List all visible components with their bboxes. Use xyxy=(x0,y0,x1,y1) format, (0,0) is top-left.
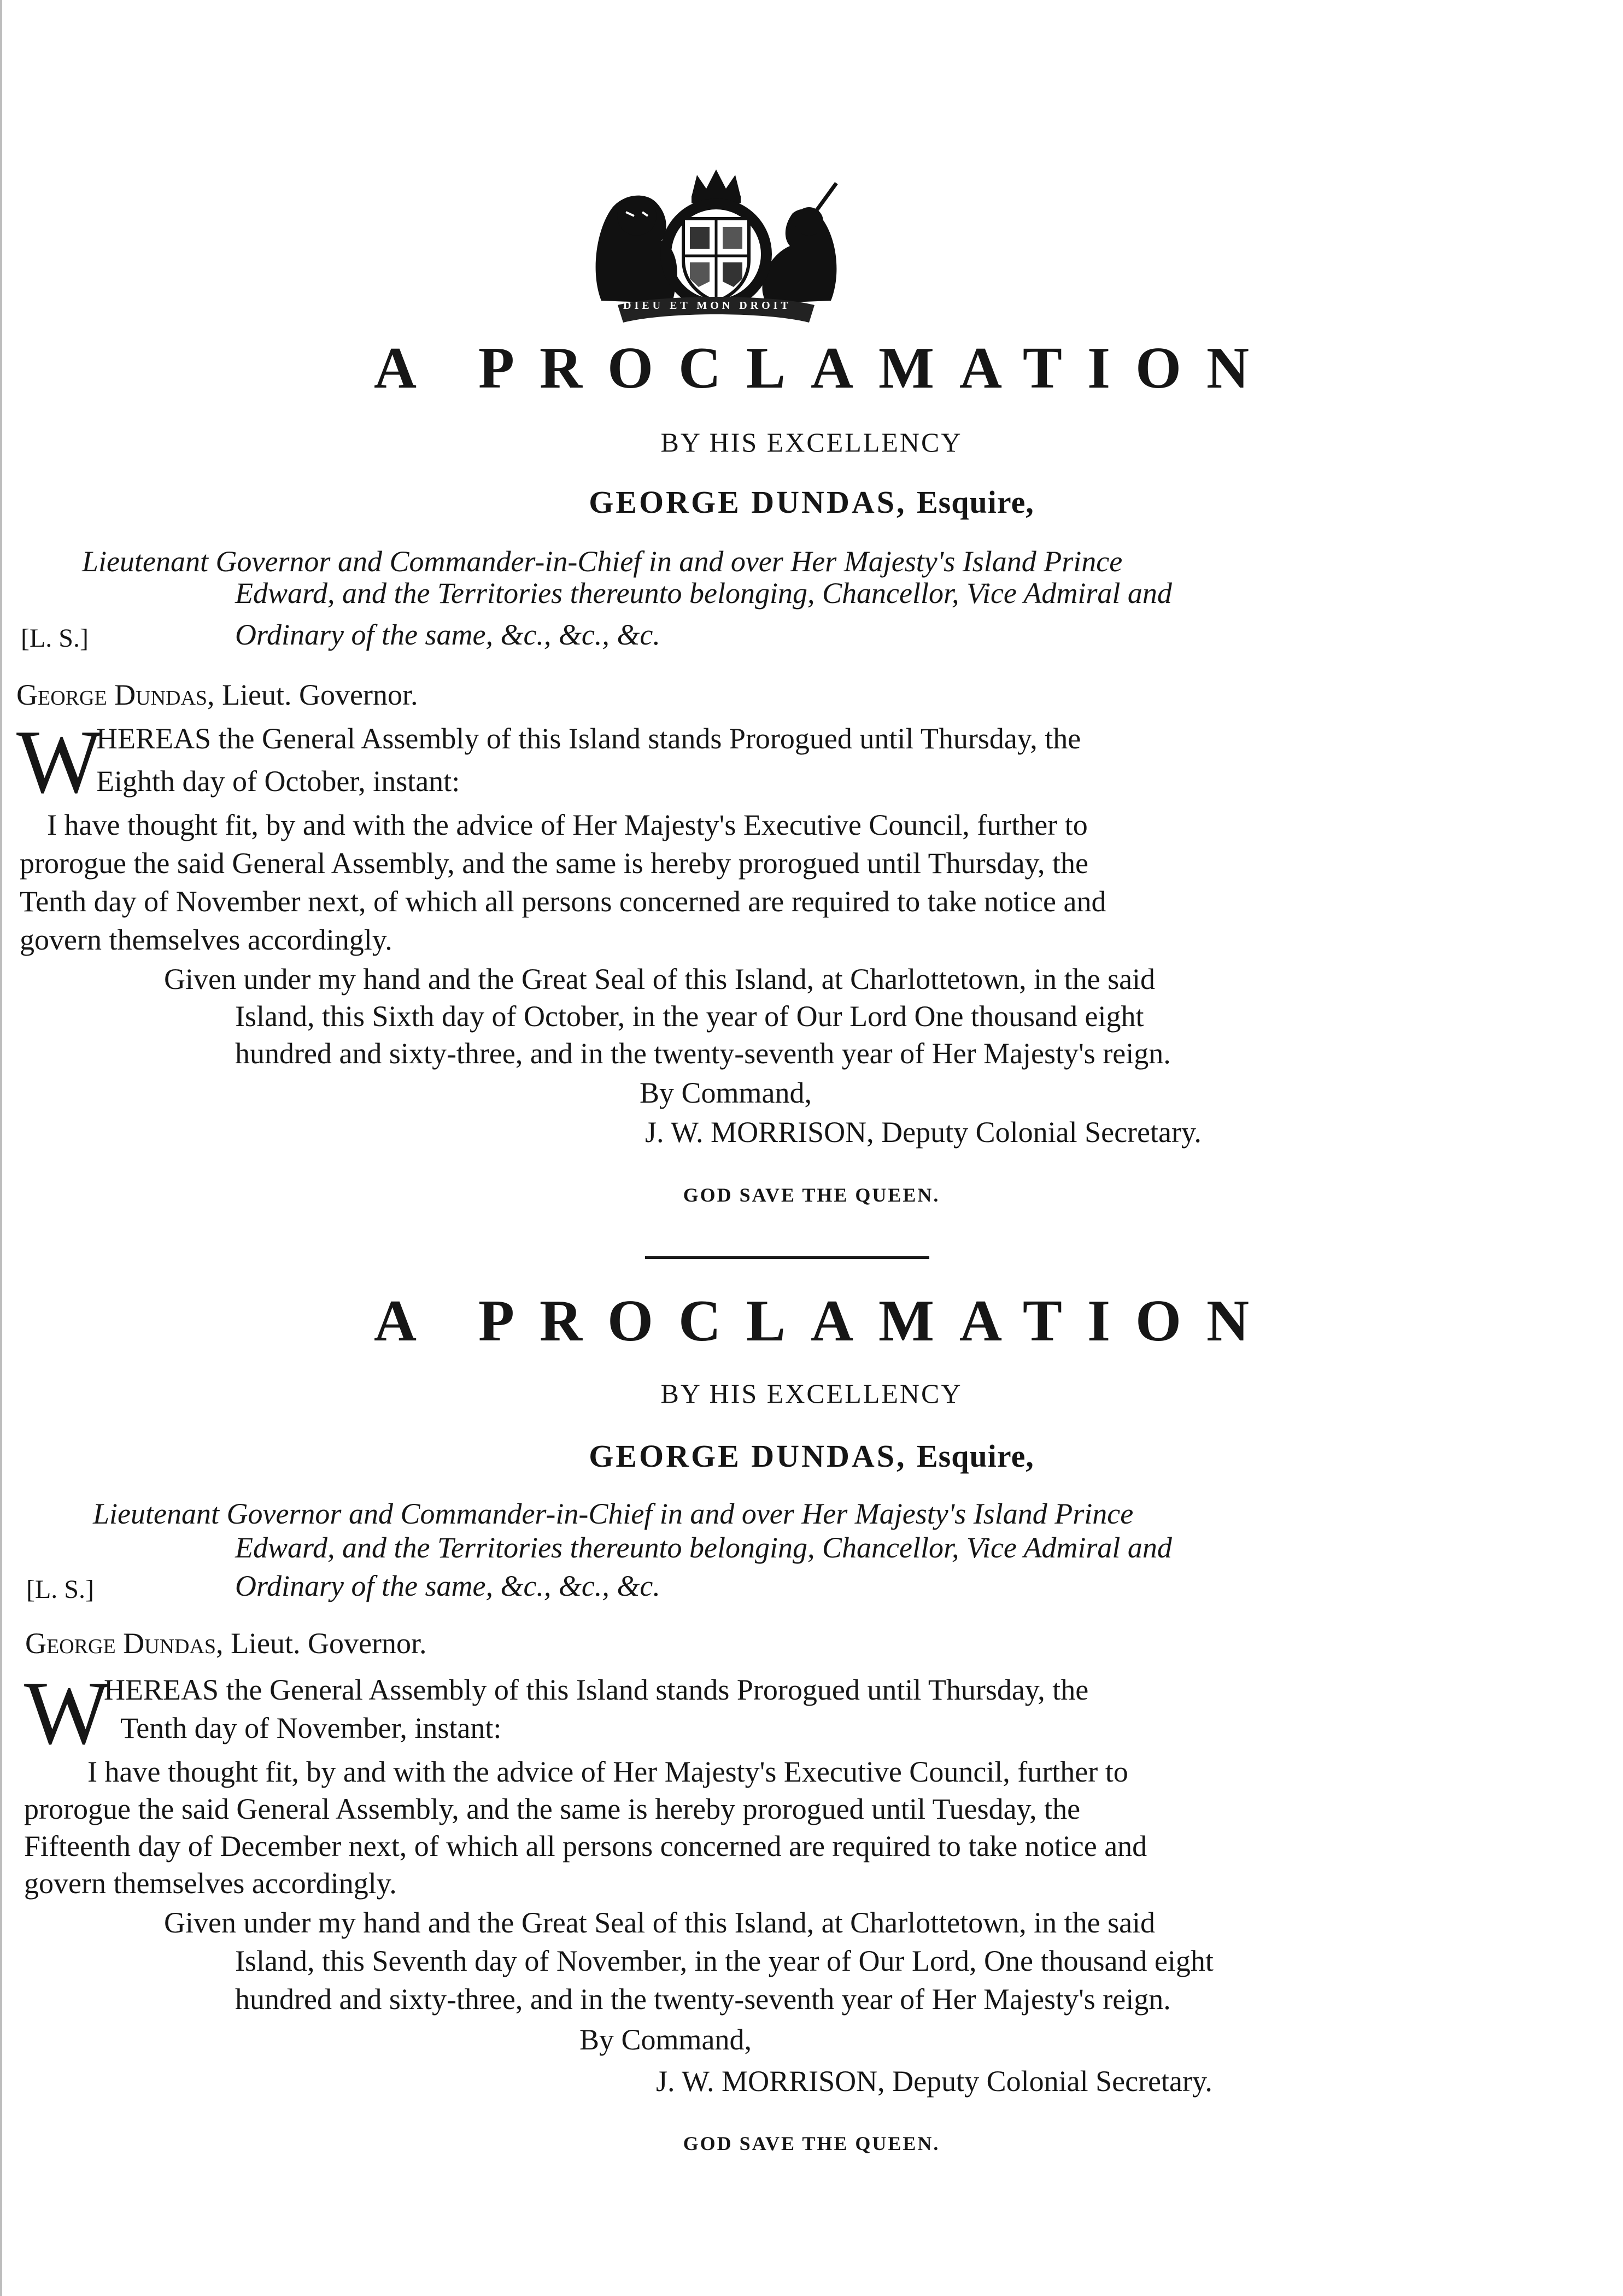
given-line: Given under my hand and the Great Seal of this Island, at Charlottetown, in the said xyxy=(164,1906,1156,1939)
whereas-line: Tenth day of November, instant: xyxy=(120,1712,502,1744)
given-line: hundred and sixty-three, and in the twenty-seventh year of Her Majesty's reign. xyxy=(235,1983,1171,2016)
crest-motto: DIEU ET MON DROIT xyxy=(623,300,792,312)
decree-line: govern themselves accordingly. xyxy=(24,1867,397,1900)
secretary-signature: J. W. MORRISON, Deputy Colonial Secretary. xyxy=(645,1116,1202,1149)
styles-line: Ordinary of the same, &c., &c., &c. xyxy=(235,1569,660,1602)
styles-line: Lieutenant Governor and Commander-in-Chief in and over Her Majesty's Island Prince xyxy=(82,545,1123,578)
whereas-line: HEREAS the General Assembly of this Island stands Prorogued until Thursday, the xyxy=(104,1673,1089,1706)
by-his-excellency: BY HIS EXCELLENCY xyxy=(660,1378,963,1409)
styles-line: Edward, and the Territories thereunto belonging, Chancellor, Vice Admiral and xyxy=(235,577,1172,610)
by-his-excellency: BY HIS EXCELLENCY xyxy=(660,427,963,458)
decree-line: prorogue the said General Assembly, and the same is hereby prorogued until Thursday, the xyxy=(20,847,1088,880)
whereas-line: Eighth day of October, instant: xyxy=(96,765,460,798)
governor-name: GEORGE DUNDAS, xyxy=(589,1438,907,1474)
god-save-the-queen: GOD SAVE THE QUEEN. xyxy=(683,2133,940,2154)
signature-title: Lieut. Governor. xyxy=(231,1627,427,1660)
decree-line: govern themselves accordingly. xyxy=(20,923,392,956)
seal-mark: [L. S.] xyxy=(26,1575,94,1604)
governor-name: GEORGE DUNDAS, xyxy=(589,484,907,520)
drop-cap: W xyxy=(24,1662,110,1763)
given-line: Island, this Sixth day of October, in the year of Our Lord One thousand eight xyxy=(235,1000,1144,1033)
whereas-line: HEREAS the General Assembly of this Island stands Prorogued until Thursday, the xyxy=(96,722,1081,755)
seal-mark: [L. S.] xyxy=(21,624,89,653)
decree-line: Fifteenth day of December next, of which all persons concerned are required to take notice and xyxy=(24,1830,1147,1862)
god-save-the-queen: GOD SAVE THE QUEEN. xyxy=(683,1184,940,1206)
given-line: hundred and sixty-three, and in the twenty-seventh year of Her Majesty's reign. xyxy=(235,1037,1171,1070)
proclamation-title: A PROCLAMATION xyxy=(373,336,1274,401)
section-divider xyxy=(645,1256,929,1259)
styles-line: Lieutenant Governor and Commander-in-Chief in and over Her Majesty's Island Prince xyxy=(93,1497,1134,1530)
decree-line: prorogue the said General Assembly, and the same is hereby prorogued until Tuesday, the xyxy=(24,1793,1081,1825)
signature-line xyxy=(25,1626,426,1660)
styles-line: Edward, and the Territories thereunto belonging, Chancellor, Vice Admiral and xyxy=(235,1531,1172,1564)
decree-line: Tenth day of November next, of which all persons concerned are required to take notice and xyxy=(20,885,1106,918)
signature-name: George Dundas, xyxy=(25,1627,224,1660)
governor-heading xyxy=(0,1438,1623,1474)
signature-line xyxy=(16,678,418,712)
signature-title: Lieut. Governor. xyxy=(222,678,418,711)
decree-line: I have thought fit, by and with the advice of Her Majesty's Executive Council, further to xyxy=(47,809,1088,841)
proclamation-title: A PROCLAMATION xyxy=(373,1288,1274,1354)
given-line: Given under my hand and the Great Seal of this Island, at Charlottetown, in the said xyxy=(164,963,1156,995)
by-command: By Command, xyxy=(640,1076,812,1109)
decree-line: I have thought fit, by and with the advice of Her Majesty's Executive Council, further to xyxy=(87,1755,1128,1788)
governor-heading xyxy=(0,484,1623,520)
by-command: By Command, xyxy=(579,2023,752,2056)
drop-cap: W xyxy=(16,711,102,812)
signature-name: George Dundas, xyxy=(16,678,215,711)
secretary-signature: J. W. MORRISON, Deputy Colonial Secretary. xyxy=(656,2065,1212,2098)
governor-suffix: Esquire, xyxy=(916,1438,1034,1474)
given-line: Island, this Seventh day of November, in the year of Our Lord, One thousand eight xyxy=(235,1944,1214,1977)
governor-suffix: Esquire, xyxy=(916,484,1034,520)
styles-line: Ordinary of the same, &c., &c., &c. xyxy=(235,618,660,651)
